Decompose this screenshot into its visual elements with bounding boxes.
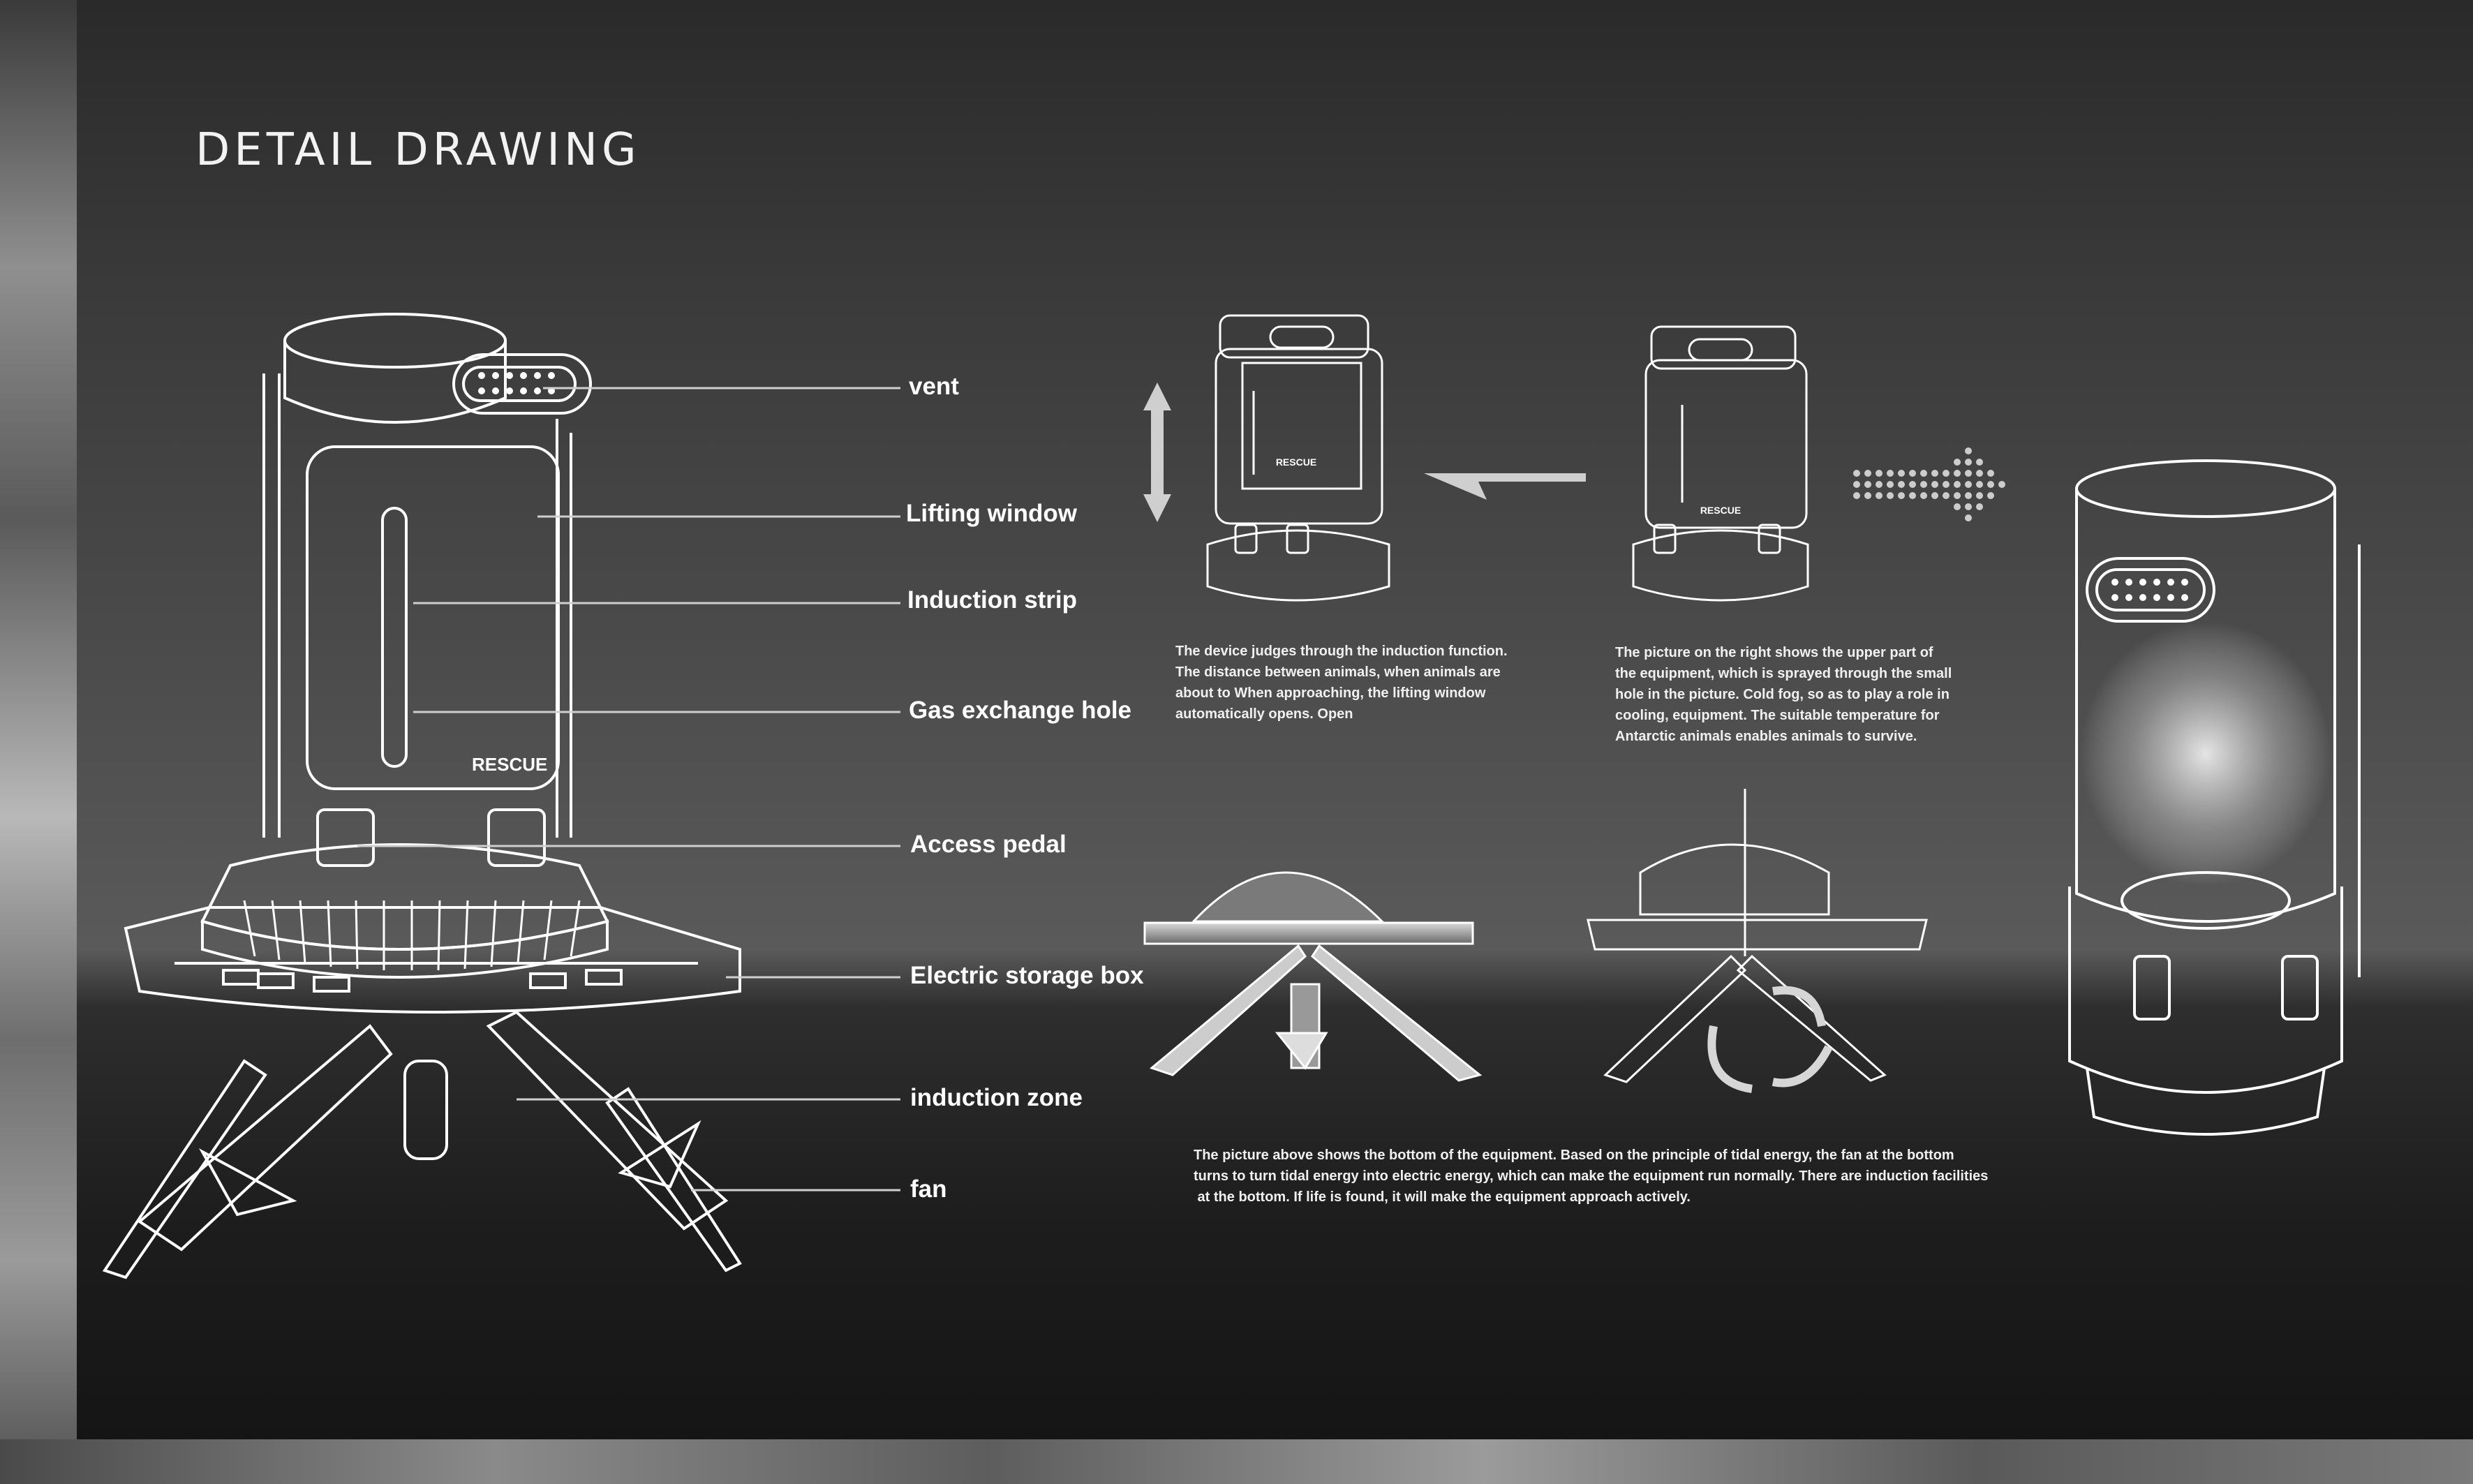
induction-description [1175,641,1508,725]
induction-description-line: The device judges through the induction function. [1175,644,1508,659]
small-device-2-brand: RESCUE [1700,505,1742,516]
tidal-description-line: at the bottom. If life is found, it will make the equipment approach actively. [1194,1189,1691,1205]
main-device-drawing [105,314,740,1277]
rotation-arrows-icon [1711,990,1829,1089]
vent-grille [478,372,555,394]
device-brand-label: RESCUE [472,754,548,775]
page-title: DETAIL DRAWING [195,124,641,176]
main-device-fins [244,900,579,970]
callout-lifting-window: Lifting window [906,500,1077,527]
induction-description-line: about to When approaching, the lifting window [1175,685,1486,701]
callout-fan: fan [910,1175,947,1203]
arrow-left-icon [1424,473,1586,500]
large-vent-grille [2111,579,2188,601]
callout-access-pedal: Access pedal [910,831,1067,858]
cooling-description [1615,642,1952,747]
callout-induction-strip: Induction strip [907,586,1078,614]
cooling-description-line: The picture on the right shows the upper part of [1615,645,1933,660]
cooling-description-line: hole in the picture. Cold fog, so as to play a role in [1615,687,1950,702]
callout-vent: vent [909,373,959,400]
cooling-description-line: Antarctic animals enables animals to survive. [1615,729,1917,744]
dotted-arrow-right-icon [1853,447,2005,521]
cooling-description-line: the equipment, which is sprayed through the small [1615,666,1952,681]
double-arrow-vertical-icon [1143,383,1171,522]
small-device-open [1633,327,1808,600]
bottom-view-rendered [1145,873,1480,1081]
callout-gas-exchange-hole: Gas exchange hole [909,697,1132,724]
tidal-description-line: The picture above shows the bottom of the equipment. Based on the principle of tidal energy, the fan at the bottom [1194,1148,1954,1163]
cold-fog [2080,621,2331,886]
induction-description-line: The distance between animals, when animals are [1175,665,1501,680]
callout-electric-storage-box: Electric storage box [910,962,1144,989]
callout-induction-zone: induction zone [910,1084,1083,1111]
small-device-1-brand: RESCUE [1275,457,1317,468]
tidal-description [1194,1145,1988,1208]
cooling-description-line: cooling, equipment. The suitable temperature for [1615,708,1940,723]
tidal-description-line: turns to turn tidal energy into electric energy, which can make the equipment run normally. There are induction facilities [1194,1168,1989,1184]
bottom-view-line [1588,789,1926,1082]
induction-description-line: automatically opens. Open [1175,706,1353,722]
